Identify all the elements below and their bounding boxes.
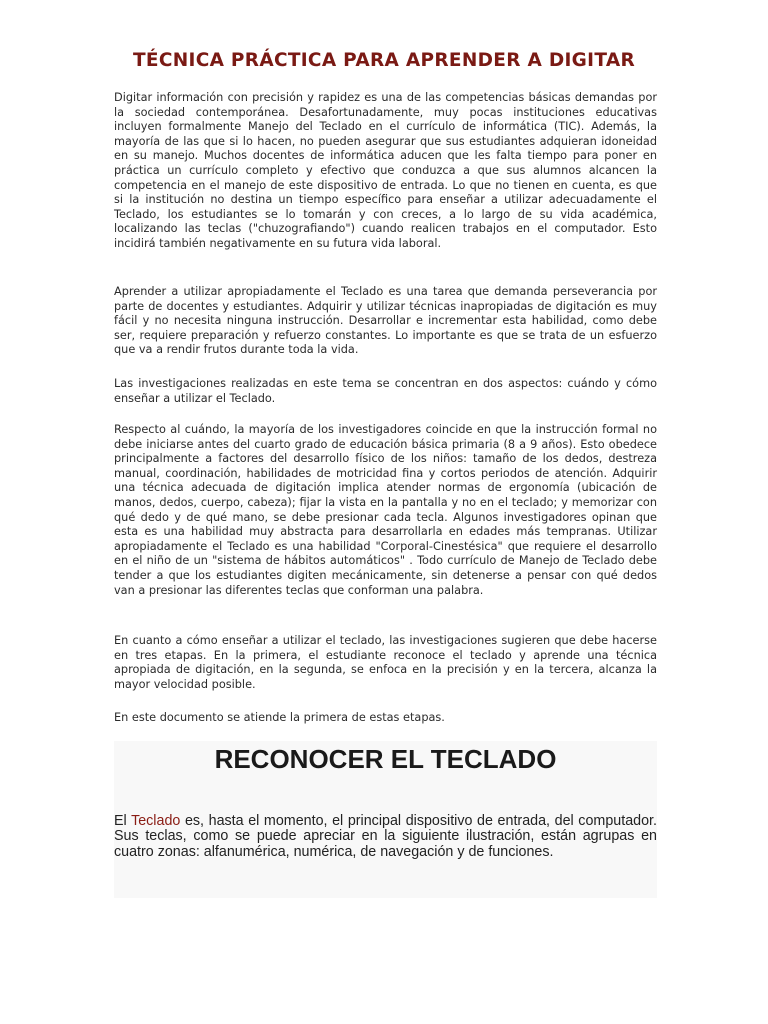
document-title: TÉCNICA PRÁCTICA PARA APRENDER A DIGITAR bbox=[133, 50, 635, 71]
paragraph-research-aspects: Las investigaciones realizadas en este tema se concentran en dos aspectos: cuándo y cómo enseñar a utilizar el Teclado. bbox=[114, 377, 657, 405]
teclado-link[interactable]: Teclado bbox=[131, 813, 181, 829]
section-recognize-keyboard bbox=[114, 741, 657, 898]
section-text-rest: es, hasta el momento, el principal dispositivo de entrada, del computador. Sus teclas, como se puede apreciar en la siguiente ilustración, están agrupas en cuatro zonas: alfanumérica, numérica, de navegación y de funciones. bbox=[114, 813, 657, 860]
paragraph-how: En cuanto a cómo enseñar a utilizar el teclado, las investigaciones sugieren que debe hacerse en tres etapas. En la primera, el estudiante reconoce el teclado y aprende una técnica apropiada de digitación, en la segunda, se enfoca en la precisión y en la tercera, alcanza la mayor velocidad posible. bbox=[114, 634, 657, 691]
section-text-prefix: El bbox=[114, 813, 132, 829]
paragraph-scope: En este documento se atiende la primera de estas etapas. bbox=[114, 711, 445, 724]
paragraph-intro: Digitar información con precisión y rapidez es una de las competencias básicas demandas por la sociedad contemporánea. Desafortunadamente, muy pocas instituciones educativas incluyen formalmente Manejo del Teclado en el currículo de informática (TIC). Además, la mayoría de las que si lo hacen, no pueden asegurar que sus estudiantes adquieran idoneidad en su manejo. Muchos docentes de informática aducen que les falta tiempo para poner en práctica un currículo completo y efectivo que conduzca a que sus alumnos alcancen la competencia en el manejo de este dispositivo de entrada. Lo que no tienen en cuenta, es que si la institución no destina un tiempo específico para enseñar a utilizar adecuadamente el Teclado, los estudiantes se lo tomarán y con creces, a lo largo de su vida académica, localizando las teclas ("chuzografiando") cuando realicen trabajos en el computador. Esto incidirá también negativamente en su futura vida laboral. bbox=[114, 91, 657, 250]
section-heading: RECONOCER EL TECLADO bbox=[214, 744, 557, 774]
paragraph-perseverance: Aprender a utilizar apropiadamente el Teclado es una tarea que demanda perseverancia por parte de docentes y estudiantes. Adquirir y utilizar técnicas inapropiadas de digitación es muy fácil y no necesita ninguna instrucción. Desarrollar e incrementar esta habilidad, como debe ser, requiere preparación y refuerzo constantes. Lo importante es que se trata de un esfuerzo que va a rendir frutos durante toda la vida. bbox=[114, 285, 657, 357]
section-paragraph bbox=[114, 814, 657, 860]
paragraph-when: Respecto al cuándo, la mayoría de los investigadores coincide en que la instrucción formal no debe iniciarse antes del cuarto grado de educación básica primaria (8 a 9 años). Esto obedece principalmente a factores del desarrollo físico de los niños: tamaño de los dedos, destreza manual, coordinación, habilidades de motricidad fina y cortos periodos de atención. Adquirir una técnica adecuada de digitación implica atender normas de ergonomía (ubicación de manos, dedos, cuerpo, cabeza); fijar la vista en la pantalla y no en el teclado; y memorizar con qué dedo y de qué mano, se debe presionar cada tecla. Algunos investigadores opinan que esta es una habilidad muy abstracta para desarrollarla en edades más tempranas. Utilizar apropiadamente el Teclado es una habilidad "Corporal-Cinestésica" que requiere el desarrollo en el niño de un "sistema de hábitos automáticos" . Todo currículo de Manejo de Teclado debe tender a que los estudiantes digiten mecánicamente, sin detenerse a pensar con qué dedos van a presionar las diferentes teclas que conforman una palabra. bbox=[114, 423, 657, 597]
